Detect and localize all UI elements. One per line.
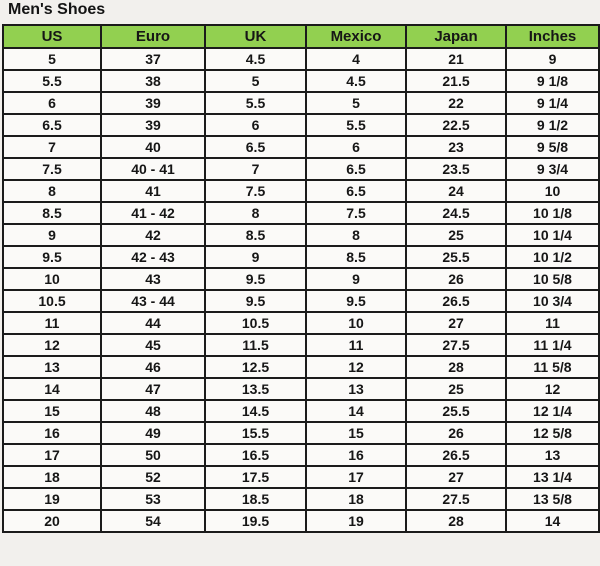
size-cell-japan: 24 bbox=[406, 180, 506, 202]
size-cell-uk: 15.5 bbox=[205, 422, 306, 444]
size-cell-mexico: 15 bbox=[306, 422, 406, 444]
size-cell-us: 19 bbox=[3, 488, 101, 510]
size-cell-uk: 5.5 bbox=[205, 92, 306, 114]
size-cell-euro: 39 bbox=[101, 92, 205, 114]
table-row bbox=[3, 290, 599, 312]
size-cell-euro: 39 bbox=[101, 114, 205, 136]
size-cell-us: 5.5 bbox=[3, 70, 101, 92]
size-cell-mexico: 19 bbox=[306, 510, 406, 532]
size-cell-uk: 9.5 bbox=[205, 268, 306, 290]
table-row bbox=[3, 136, 599, 158]
size-cell-uk: 11.5 bbox=[205, 334, 306, 356]
size-cell-mexico: 4 bbox=[306, 48, 406, 70]
table-row bbox=[3, 268, 599, 290]
size-cell-mexico: 6 bbox=[306, 136, 406, 158]
table-body bbox=[3, 48, 599, 532]
size-cell-uk: 18.5 bbox=[205, 488, 306, 510]
table-row bbox=[3, 378, 599, 400]
size-cell-japan: 22 bbox=[406, 92, 506, 114]
size-cell-uk: 5 bbox=[205, 70, 306, 92]
size-cell-us: 7.5 bbox=[3, 158, 101, 180]
size-cell-euro: 44 bbox=[101, 312, 205, 334]
size-cell-euro: 43 bbox=[101, 268, 205, 290]
column-header-uk: UK bbox=[205, 25, 306, 48]
size-cell-uk: 6 bbox=[205, 114, 306, 136]
table-row bbox=[3, 202, 599, 224]
size-cell-inches: 10 bbox=[506, 180, 599, 202]
size-cell-inches: 10 3/4 bbox=[506, 290, 599, 312]
size-cell-japan: 28 bbox=[406, 356, 506, 378]
size-cell-us: 12 bbox=[3, 334, 101, 356]
size-cell-mexico: 11 bbox=[306, 334, 406, 356]
size-cell-japan: 26.5 bbox=[406, 290, 506, 312]
table-row bbox=[3, 114, 599, 136]
table-row bbox=[3, 48, 599, 70]
column-header-us: US bbox=[3, 25, 101, 48]
size-cell-inches: 12 bbox=[506, 378, 599, 400]
size-cell-us: 8.5 bbox=[3, 202, 101, 224]
size-cell-mexico: 6.5 bbox=[306, 158, 406, 180]
size-cell-inches: 12 5/8 bbox=[506, 422, 599, 444]
size-cell-uk: 14.5 bbox=[205, 400, 306, 422]
table-row bbox=[3, 488, 599, 510]
size-cell-japan: 22.5 bbox=[406, 114, 506, 136]
size-cell-japan: 27 bbox=[406, 312, 506, 334]
size-cell-uk: 16.5 bbox=[205, 444, 306, 466]
size-cell-japan: 21.5 bbox=[406, 70, 506, 92]
size-cell-inches: 9 bbox=[506, 48, 599, 70]
column-header-japan: Japan bbox=[406, 25, 506, 48]
table-row bbox=[3, 356, 599, 378]
size-cell-us: 16 bbox=[3, 422, 101, 444]
size-cell-japan: 26 bbox=[406, 422, 506, 444]
size-cell-japan: 25.5 bbox=[406, 400, 506, 422]
size-cell-euro: 47 bbox=[101, 378, 205, 400]
size-cell-us: 13 bbox=[3, 356, 101, 378]
size-cell-uk: 8 bbox=[205, 202, 306, 224]
size-cell-japan: 27.5 bbox=[406, 488, 506, 510]
column-header-mexico: Mexico bbox=[306, 25, 406, 48]
size-cell-euro: 41 bbox=[101, 180, 205, 202]
size-cell-uk: 7 bbox=[205, 158, 306, 180]
size-cell-uk: 7.5 bbox=[205, 180, 306, 202]
table-row bbox=[3, 422, 599, 444]
size-cell-mexico: 13 bbox=[306, 378, 406, 400]
size-cell-euro: 48 bbox=[101, 400, 205, 422]
size-cell-uk: 8.5 bbox=[205, 224, 306, 246]
size-cell-euro: 37 bbox=[101, 48, 205, 70]
size-cell-us: 9.5 bbox=[3, 246, 101, 268]
size-cell-us: 7 bbox=[3, 136, 101, 158]
size-cell-euro: 42 - 43 bbox=[101, 246, 205, 268]
size-cell-japan: 25.5 bbox=[406, 246, 506, 268]
size-cell-mexico: 8 bbox=[306, 224, 406, 246]
size-cell-inches: 9 5/8 bbox=[506, 136, 599, 158]
size-cell-inches: 9 1/2 bbox=[506, 114, 599, 136]
size-cell-mexico: 6.5 bbox=[306, 180, 406, 202]
size-cell-euro: 54 bbox=[101, 510, 205, 532]
header-row bbox=[3, 25, 599, 48]
size-cell-inches: 10 1/4 bbox=[506, 224, 599, 246]
size-cell-us: 8 bbox=[3, 180, 101, 202]
size-cell-japan: 27.5 bbox=[406, 334, 506, 356]
table-row bbox=[3, 400, 599, 422]
size-cell-inches: 13 1/4 bbox=[506, 466, 599, 488]
size-cell-japan: 23.5 bbox=[406, 158, 506, 180]
size-cell-euro: 40 - 41 bbox=[101, 158, 205, 180]
table-row bbox=[3, 224, 599, 246]
page-title: Men's Shoes bbox=[8, 1, 106, 18]
size-cell-euro: 50 bbox=[101, 444, 205, 466]
size-cell-japan: 27 bbox=[406, 466, 506, 488]
table-row bbox=[3, 158, 599, 180]
size-cell-uk: 13.5 bbox=[205, 378, 306, 400]
size-cell-mexico: 17 bbox=[306, 466, 406, 488]
size-cell-mexico: 10 bbox=[306, 312, 406, 334]
size-cell-us: 10.5 bbox=[3, 290, 101, 312]
size-cell-us: 18 bbox=[3, 466, 101, 488]
size-cell-inches: 11 bbox=[506, 312, 599, 334]
size-cell-japan: 23 bbox=[406, 136, 506, 158]
size-cell-euro: 41 - 42 bbox=[101, 202, 205, 224]
size-cell-euro: 49 bbox=[101, 422, 205, 444]
size-cell-euro: 46 bbox=[101, 356, 205, 378]
column-header-euro: Euro bbox=[101, 25, 205, 48]
size-cell-inches: 9 1/4 bbox=[506, 92, 599, 114]
size-cell-japan: 28 bbox=[406, 510, 506, 532]
size-cell-japan: 24.5 bbox=[406, 202, 506, 224]
size-cell-euro: 42 bbox=[101, 224, 205, 246]
size-cell-euro: 52 bbox=[101, 466, 205, 488]
size-cell-inches: 11 1/4 bbox=[506, 334, 599, 356]
size-cell-us: 17 bbox=[3, 444, 101, 466]
size-cell-inches: 13 bbox=[506, 444, 599, 466]
table-row bbox=[3, 246, 599, 268]
size-cell-uk: 10.5 bbox=[205, 312, 306, 334]
size-cell-inches: 9 3/4 bbox=[506, 158, 599, 180]
table-row bbox=[3, 510, 599, 532]
size-cell-japan: 26.5 bbox=[406, 444, 506, 466]
table-row bbox=[3, 466, 599, 488]
size-cell-mexico: 5 bbox=[306, 92, 406, 114]
size-cell-inches: 13 5/8 bbox=[506, 488, 599, 510]
table-header bbox=[3, 25, 599, 48]
size-cell-uk: 12.5 bbox=[205, 356, 306, 378]
size-cell-uk: 6.5 bbox=[205, 136, 306, 158]
size-cell-euro: 43 - 44 bbox=[101, 290, 205, 312]
size-cell-euro: 40 bbox=[101, 136, 205, 158]
table-row bbox=[3, 180, 599, 202]
size-cell-euro: 38 bbox=[101, 70, 205, 92]
size-cell-mexico: 8.5 bbox=[306, 246, 406, 268]
size-cell-inches: 10 5/8 bbox=[506, 268, 599, 290]
table-row bbox=[3, 92, 599, 114]
size-cell-mexico: 16 bbox=[306, 444, 406, 466]
size-cell-inches: 10 1/2 bbox=[506, 246, 599, 268]
size-cell-mexico: 14 bbox=[306, 400, 406, 422]
size-cell-inches: 12 1/4 bbox=[506, 400, 599, 422]
size-cell-us: 9 bbox=[3, 224, 101, 246]
size-cell-mexico: 7.5 bbox=[306, 202, 406, 224]
size-cell-mexico: 12 bbox=[306, 356, 406, 378]
size-cell-japan: 25 bbox=[406, 378, 506, 400]
size-cell-uk: 4.5 bbox=[205, 48, 306, 70]
size-cell-us: 11 bbox=[3, 312, 101, 334]
size-cell-mexico: 4.5 bbox=[306, 70, 406, 92]
mens-shoes-size-conversion-table bbox=[2, 24, 600, 533]
size-cell-uk: 9 bbox=[205, 246, 306, 268]
size-cell-inches: 11 5/8 bbox=[506, 356, 599, 378]
size-cell-uk: 9.5 bbox=[205, 290, 306, 312]
size-cell-mexico: 18 bbox=[306, 488, 406, 510]
table-row bbox=[3, 444, 599, 466]
size-cell-us: 6.5 bbox=[3, 114, 101, 136]
size-cell-us: 14 bbox=[3, 378, 101, 400]
size-cell-us: 6 bbox=[3, 92, 101, 114]
size-cell-inches: 10 1/8 bbox=[506, 202, 599, 224]
size-cell-euro: 53 bbox=[101, 488, 205, 510]
size-cell-mexico: 9 bbox=[306, 268, 406, 290]
size-cell-euro: 45 bbox=[101, 334, 205, 356]
size-cell-us: 5 bbox=[3, 48, 101, 70]
size-cell-us: 10 bbox=[3, 268, 101, 290]
size-cell-japan: 26 bbox=[406, 268, 506, 290]
size-cell-us: 15 bbox=[3, 400, 101, 422]
size-cell-uk: 17.5 bbox=[205, 466, 306, 488]
table-row bbox=[3, 334, 599, 356]
column-header-inches: Inches bbox=[506, 25, 599, 48]
size-cell-japan: 21 bbox=[406, 48, 506, 70]
size-cell-mexico: 5.5 bbox=[306, 114, 406, 136]
size-cell-us: 20 bbox=[3, 510, 101, 532]
size-cell-inches: 14 bbox=[506, 510, 599, 532]
size-cell-uk: 19.5 bbox=[205, 510, 306, 532]
size-cell-mexico: 9.5 bbox=[306, 290, 406, 312]
table-row bbox=[3, 70, 599, 92]
size-cell-japan: 25 bbox=[406, 224, 506, 246]
size-cell-inches: 9 1/8 bbox=[506, 70, 599, 92]
table-row bbox=[3, 312, 599, 334]
